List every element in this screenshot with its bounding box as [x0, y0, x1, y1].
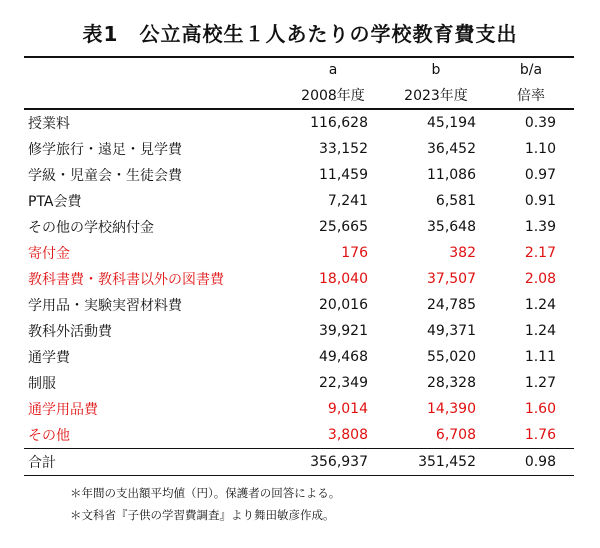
row-label: 通学費	[28, 350, 70, 366]
row-ratio: 2.08	[524, 271, 556, 287]
row-ratio: 1.27	[524, 375, 556, 391]
row-label: 教科書費・教科書以外の図書費	[28, 272, 224, 288]
row-value-a: 9,014	[327, 401, 368, 417]
row-label: 通学用品費	[28, 402, 98, 418]
table-row	[24, 422, 574, 449]
row-value-b: 35,648	[427, 219, 476, 235]
table-row	[24, 162, 574, 188]
row-value-b: 49,371	[427, 323, 476, 339]
row-label: 教科外活動費	[28, 324, 112, 340]
row-label: その他の学校納付金	[28, 220, 154, 236]
row-value-a: 11,459	[319, 167, 368, 183]
total-a: 356,937	[282, 449, 384, 476]
row-label: 学級・児童会・生徒会費	[28, 168, 182, 184]
table-row	[24, 318, 574, 344]
row-value-b: 37,507	[427, 271, 476, 287]
table-title: 表1 公立高校生１人あたりの学校教育費支出	[82, 22, 518, 46]
table-row	[24, 292, 574, 318]
row-value-a: 7,241	[327, 193, 368, 209]
row-value-a: 25,665	[319, 219, 368, 235]
row-ratio: 0.39	[524, 115, 556, 131]
row-value-a: 33,152	[319, 141, 368, 157]
header-col-ratio-letter: b/a	[488, 57, 574, 82]
row-value-a: 49,468	[319, 349, 368, 365]
row-value-b: 382	[449, 245, 476, 261]
header-row-letters	[24, 57, 574, 82]
row-ratio: 0.91	[524, 193, 556, 209]
row-label: 学用品・実験実習材料費	[28, 298, 182, 314]
row-value-b: 14,390	[427, 401, 476, 417]
row-value-b: 6,708	[435, 427, 476, 443]
row-value-a: 39,921	[319, 323, 368, 339]
row-value-b: 11,086	[427, 167, 476, 183]
header-row-labels	[24, 82, 574, 109]
row-ratio: 1.76	[524, 427, 556, 443]
row-label: PTA会費	[28, 194, 82, 210]
header-col-b-letter: b	[384, 57, 488, 82]
row-value-b: 55,020	[427, 349, 476, 365]
total-ratio: 0.98	[488, 449, 574, 476]
header-col-ratio-label: 倍率	[488, 82, 574, 109]
row-label: その他	[28, 428, 70, 444]
footnote: ＊文科省『子供の学習費調査』より舞田敏彦作成。	[70, 508, 335, 522]
table-row	[24, 109, 574, 136]
row-value-a: 116,628	[310, 115, 368, 131]
row-value-a: 20,016	[319, 297, 368, 313]
row-label: 寄付金	[28, 246, 70, 262]
row-label: 制服	[28, 376, 56, 392]
row-label: 修学旅行・遠足・見学費	[28, 142, 182, 158]
header-col-a-year: 2008年度	[282, 82, 384, 109]
row-value-a: 176	[341, 245, 368, 261]
table-row	[24, 188, 574, 214]
header-col-b-year: 2023年度	[384, 82, 488, 109]
header-col-a-letter: a	[282, 57, 384, 82]
row-ratio: 1.24	[524, 297, 556, 313]
header-empty	[24, 57, 282, 82]
table-row	[24, 396, 574, 422]
table-row	[24, 240, 574, 266]
header-empty-2	[24, 82, 282, 109]
row-ratio: 1.11	[524, 349, 556, 365]
table-row	[24, 214, 574, 240]
row-value-a: 22,349	[319, 375, 368, 391]
total-b: 351,452	[384, 449, 488, 476]
row-label: 授業料	[28, 116, 70, 132]
row-value-b: 36,452	[427, 141, 476, 157]
table-row	[24, 136, 574, 162]
row-value-a: 18,040	[319, 271, 368, 287]
table-row	[24, 266, 574, 292]
row-ratio: 1.10	[524, 141, 556, 157]
row-ratio: 1.60	[524, 401, 556, 417]
table-row	[24, 344, 574, 370]
table-row	[24, 370, 574, 396]
row-ratio: 1.39	[524, 219, 556, 235]
expenditure-table	[24, 56, 574, 476]
row-ratio: 1.24	[524, 323, 556, 339]
total-label: 合計	[24, 449, 282, 476]
footnote: ＊年間の支出額平均値（円）。保護者の回答による。	[70, 486, 341, 500]
row-ratio: 2.17	[524, 245, 556, 261]
row-value-a: 3,808	[327, 427, 368, 443]
row-ratio: 0.97	[524, 167, 556, 183]
row-value-b: 24,785	[427, 297, 476, 313]
table-body	[24, 109, 574, 449]
row-value-b: 28,328	[427, 375, 476, 391]
footnotes	[70, 482, 340, 526]
row-value-b: 6,581	[435, 193, 476, 209]
total-row	[24, 449, 574, 476]
row-value-b: 45,194	[427, 115, 476, 131]
